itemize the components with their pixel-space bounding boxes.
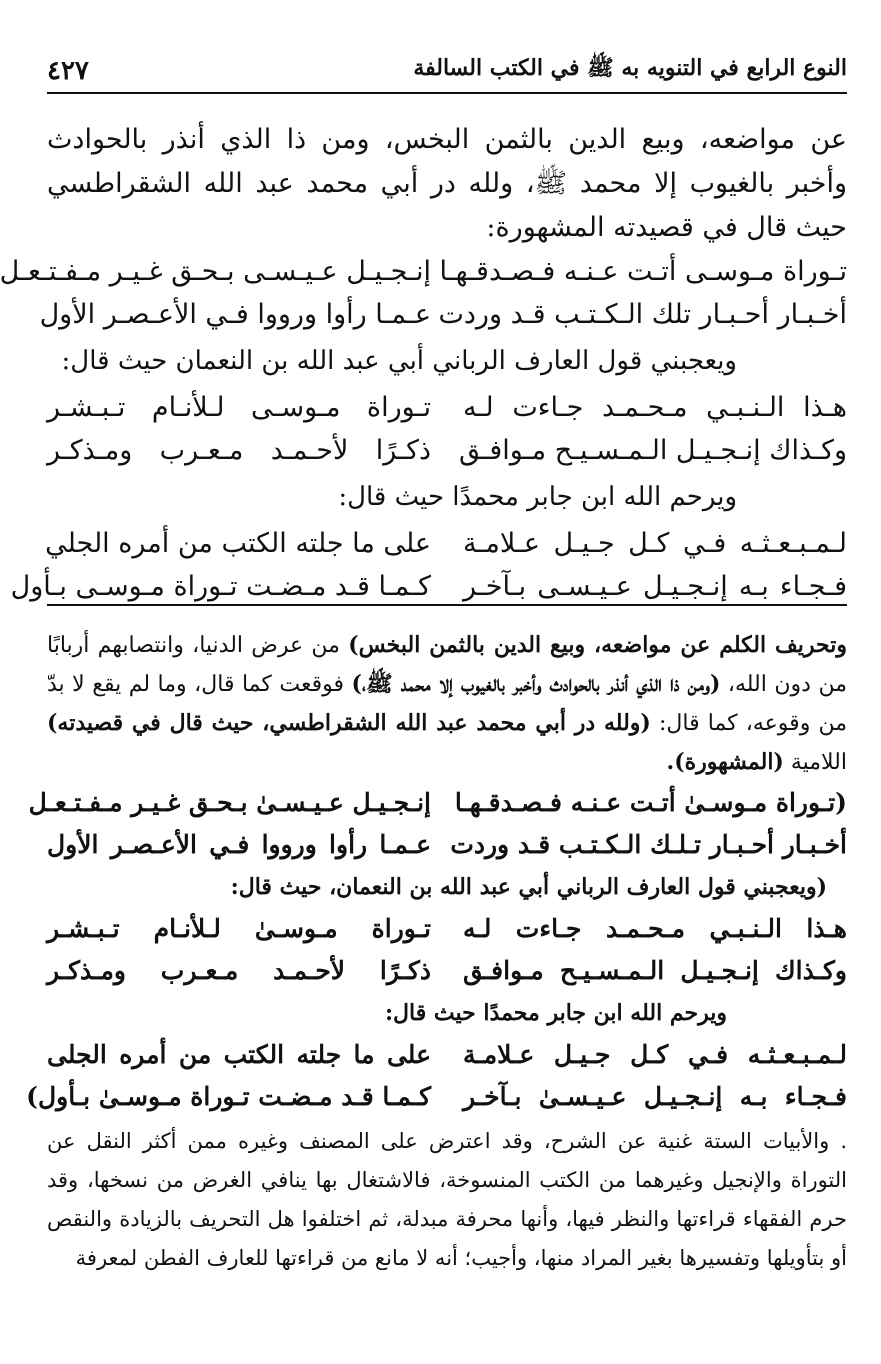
verse-second-hemistich: إنـجـيـل عـيـسـىٰ بـحـق غـيـر مـفـتـعـل (28, 788, 431, 817)
separator-line (47, 604, 847, 606)
commentary-verse-line (47, 1034, 847, 1076)
verse-second-hemistich: عـمـا رأوا ورووا فـي الأعـصـر الأول (39, 299, 431, 330)
commentary-verse-line (26, 1076, 847, 1118)
verse-second-hemistich: إنـجـيـل عـيـسـى بـحـق غـيـر مـفـتـعـل (0, 256, 431, 287)
verse-second-hemistich: على ما جلته الكتب من أمره الجلى (47, 1040, 431, 1069)
page-header (47, 42, 847, 94)
verse-first-hemistich: وكـذاك إنـجـيـل الـمـسـيـح مـوافـق (463, 956, 847, 985)
verse-second-hemistich: ذكـرًا لأحـمـد مـعـرب ومـذكـر (47, 956, 431, 985)
intro-paragraph: عن مواضعه، وبيع الدين بالثمن البخس، ومن ذا الذي أنذر بالحوادث وأخبر بالغيوب إلا محمد ﷺ، ولله در أبي محمد عبد الله الشقراطسي حيث قال في قصيدته المشهورة: (47, 124, 847, 243)
commentary-text: من عرض الدنيا، وانتصابهم أربابًا من دون الله، (47, 633, 847, 697)
commentary-verse-introduction: (ويعجبني قول العارف الرباني أبي عبد الله بن النعمان، حيث قال: (230, 874, 827, 900)
commentary-verse-line (47, 908, 847, 950)
verse-introduction: ويعجبني قول العارف الرباني أبي عبد الله بن النعمان حيث قال: (61, 346, 737, 376)
verse-second-hemistich: تـوراة مـوسـىٰ لـلأنـام تـبـشـر (47, 914, 431, 943)
verse-line (0, 250, 847, 293)
verse-first-hemistich: هـذا الـنـبـي مـحـمـد جـاءت لـه (463, 914, 847, 943)
verse-first-hemistich: لـمـبـعـثـه فـي كـل جـيـل عـلامـة (463, 1040, 847, 1069)
verse-first-hemistich: (تـوراة مـوسـىٰ أتـت عـنـه فـصـدقـهـا (454, 788, 847, 817)
commentary-text: فوقعت كما قال، وما لم يقع لا بدّ من وقوعه، كما قال: (47, 672, 847, 736)
verse-first-hemistich: فـجـاء بـه إنـجـيـل عـيـسـىٰ بـآخـر (463, 1082, 847, 1111)
verse-first-hemistich: تـوراة مـوسـى أتـت عـنـه فـصـدقـهـا (439, 256, 847, 287)
verse-line (47, 522, 847, 565)
quoted-text: وتحريف الكلم عن مواضعه، وبيع الدين بالثمن البخس) (348, 632, 847, 658)
verse-line (47, 429, 847, 472)
commentary-verse-line (47, 950, 847, 992)
verse-introduction: ويرحم الله ابن جابر محمدًا حيث قال: (338, 482, 737, 512)
commentary-closing-paragraph: . والأبيات الستة غنية عن الشرح، وقد اعترض على المصنف وغيره ممن أكثر النقل عن التوراة والإنجيل وغيرهما من الكتب المنسوخة، فالاشتغال بها ينافي الغرض من نسخها، وقد حرم الفقهاء قراءتها والنظر فيها، وأنها محرفة مبدلة، ثم اختلفوا هل التحريف بالزيادة والنقص أو بتأويلها وتفسيرها بغير المراد منها، وأجيب؛ أنه لا مانع من قراءتها للعارف الفطن لمعرفة (47, 1129, 847, 1270)
verse-line (10, 565, 847, 608)
quoted-text: (ولله در أبي محمد عبد الله الشقراطسي، حيث قال في قصيدته) (47, 710, 651, 736)
verse-first-hemistich: أخـبـار أحـبـار تـلـك الـكـتـب قـد وردت (450, 830, 847, 859)
verse-second-hemistich: تـوراة مـوسـى لـلأنـام تـبـشـر (47, 392, 431, 423)
quoted-text: (ومن ذا الذي أنذر بالحوادث وأخبر بالغيوب إلا محمد ﷺ،) (351, 671, 721, 697)
running-title: النوع الرابع في التنويه به ﷺ في الكتب السالفة (413, 55, 847, 81)
verse-first-hemistich: هـذا الـنـبـي مـحـمـد جـاءت لـه (463, 392, 847, 423)
verse-second-hemistich: ذكـرًا لأحـمـد مـعـرب ومـذكـر (47, 435, 431, 466)
main-text (0, 118, 847, 608)
verse-second-hemistich: عـمـا رأوا ورووا فـي الأعـصـر الأول (47, 830, 431, 859)
commentary-paragraph (47, 626, 847, 782)
verse-second-hemistich: كـمـا قـد مـضـت تـوراة مـوسـىٰ بـأول) (26, 1082, 431, 1111)
verse-second-hemistich: على ما جلته الكتب من أمره الجلي (45, 528, 431, 559)
verse-second-hemistich: كـمـا قـد مـضـت تـوراة مـوسـى بـأول (10, 571, 431, 602)
verse-line (47, 386, 847, 429)
commentary-verse-line (47, 824, 847, 866)
quoted-text: (المشهورة). (666, 749, 784, 775)
page-number: ٤٢٧ (47, 56, 89, 86)
verse-line (39, 293, 847, 336)
verse-first-hemistich: فـجـاء بـه إنـجـيـل عـيـسـى بـآخـر (463, 571, 847, 602)
commentary (26, 626, 847, 1278)
verse-first-hemistich: وكـذاك إنـجـيـل الـمـسـيـح مـوافـق (458, 435, 847, 466)
verse-first-hemistich: لـمـبـعـثـه فـي كـل جـيـل عـلامـة (463, 528, 847, 559)
verse-first-hemistich: أخـبـار أحـبـار تلك الـكـتـب قـد وردت (438, 299, 847, 330)
commentary-text: اللامية (783, 750, 847, 775)
commentary-verse-introduction: ويرحم الله ابن جابر محمدًا حيث قال: (384, 1000, 727, 1026)
commentary-verse-line (28, 782, 847, 824)
